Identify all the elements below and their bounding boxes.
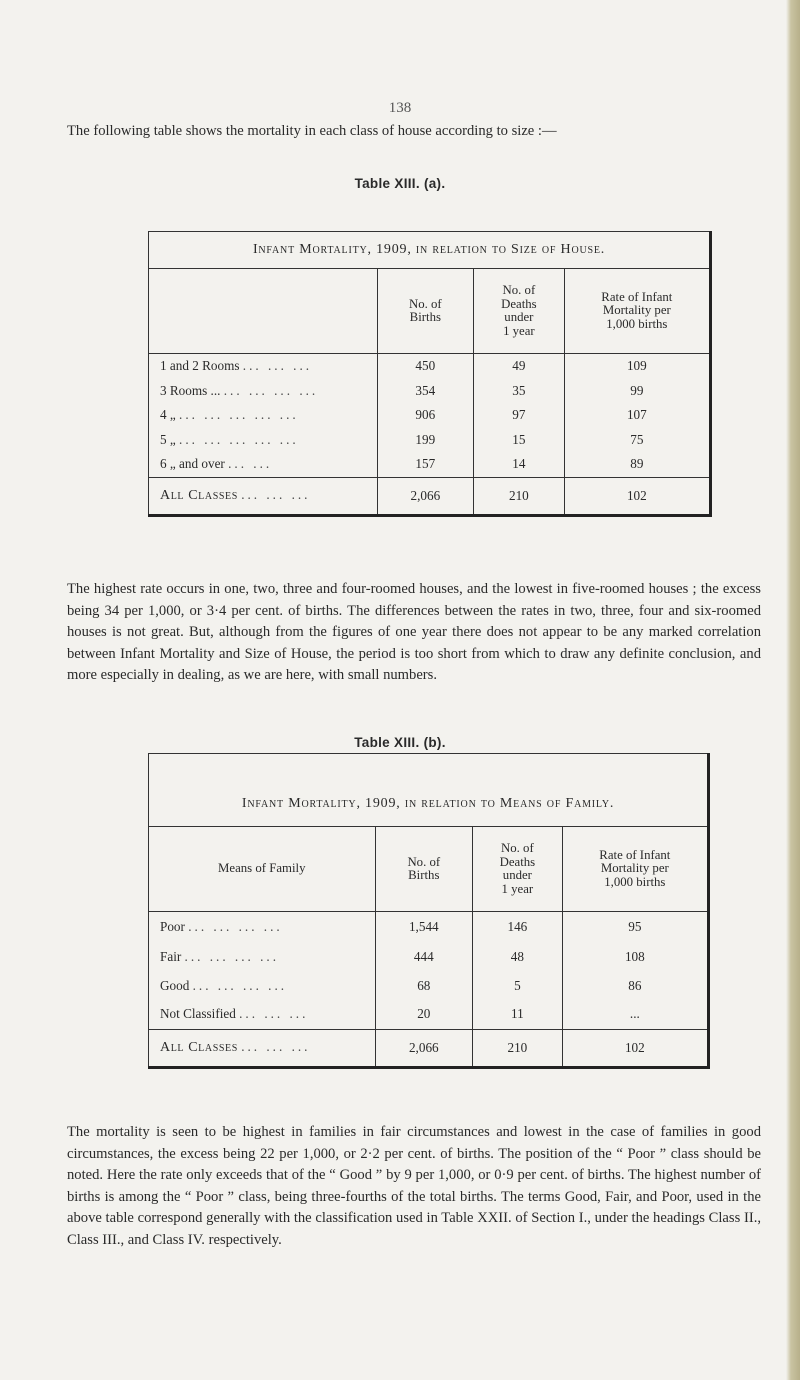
- paragraph-means-of-family: The mortality is seen to be highest in families in fair circumstances and lowest in the case of families in good circumstances, the excess being 22 per 1,000, or 2·2 per cent. of births. The position of the “ Poor ” class should be noted. Here the rate only exceeds that of the “ Good ” by 9 per 1,000, or 0·9 per cent. of births. The highest number of births is among the “ Poor ” class, being three-fourths of the total births. The terms Good, Fair, and Poor, used in the above table correspond generally with the classification used in Table XXII. of Section I., under the headings Class II., Class III., and Class IV. respectively.: [67, 1124, 761, 1248]
- rate-cell: ...: [562, 1000, 708, 1029]
- table-a-header-rate: Rate of Infant Mortality per 1,000 births: [564, 269, 710, 354]
- table-a-header-births: No. of Births: [377, 269, 474, 354]
- total-rate: 102: [564, 477, 710, 515]
- table-b-header-deaths: No. of Deaths under 1 year: [473, 827, 563, 912]
- page-number: 138: [388, 100, 412, 116]
- births-cell: 20: [375, 1000, 473, 1029]
- total-label: All Classes: [160, 488, 238, 503]
- births-cell: 444: [375, 942, 473, 971]
- births-cell: 906: [377, 403, 474, 428]
- table-row: 5 „ ... ... ... ... ... 199 15 75: [149, 428, 711, 453]
- deaths-cell: 15: [474, 428, 565, 453]
- table-row: Fair ... ... ... ... 444 48 108: [149, 942, 709, 971]
- rate-cell: 95: [562, 912, 708, 943]
- rate-cell: 107: [564, 403, 710, 428]
- row-label: 4 „: [160, 407, 176, 423]
- table-row: Good ... ... ... ... 68 5 86: [149, 971, 709, 1000]
- births-cell: 354: [377, 379, 474, 404]
- table-a-caption: Infant Mortality, 1909, in relation to Size of House.: [149, 232, 711, 269]
- deaths-cell: 5: [473, 971, 563, 1000]
- table-a-header-deaths: No. of Deaths under 1 year: [474, 269, 565, 354]
- total-row: All Classes ... ... ... 2,066 210 102: [149, 477, 711, 515]
- paragraph-size-of-house: The highest rate occurs in one, two, three and four-roomed houses, and the lowest in five-roomed houses ; the excess being 34 per 1,000, or 3·4 per cent. of births. The differences between the rates in two, three, four and six-roomed houses is not great. But, although from the figures of one year there does not appear to be any marked correlation between Infant Mortality and Size of House, the period is too short from which to draw any definite conclusion, and more especially in dealing, as we are here, with small numbers.: [67, 581, 761, 683]
- births-cell: 157: [377, 452, 474, 477]
- table-b-header-births: No. of Births: [375, 827, 473, 912]
- row-label: Good: [160, 977, 190, 993]
- table-b: [148, 753, 710, 1069]
- deaths-cell: 14: [474, 452, 565, 477]
- table-row: 1 and 2 Rooms ... ... ... 450 49 109: [149, 354, 711, 379]
- rate-cell: 89: [564, 452, 710, 477]
- total-label: All Classes: [160, 1040, 238, 1055]
- total-deaths: 210: [473, 1029, 563, 1067]
- total-births: 2,066: [377, 477, 474, 515]
- table-row: Not Classified ... ... ... 20 11 ...: [149, 1000, 709, 1029]
- row-label: Poor: [160, 919, 185, 934]
- table-row: Poor ... ... ... ... 1,544 146 95: [149, 912, 709, 943]
- intro-text: The following table shows the mortality in each class of house according to size :—: [67, 123, 557, 139]
- row-label: Not Classified: [160, 1006, 236, 1022]
- births-cell: 199: [377, 428, 474, 453]
- rate-cell: 108: [562, 942, 708, 971]
- total-births: 2,066: [375, 1029, 473, 1067]
- deaths-cell: 49: [474, 354, 565, 379]
- row-label: 3 Rooms ...: [160, 382, 221, 398]
- row-label: Fair: [160, 948, 182, 964]
- row-label: 5 „: [160, 431, 176, 447]
- table-a: [148, 231, 712, 517]
- page-edge-shadow: [786, 0, 800, 1380]
- deaths-cell: 48: [473, 942, 563, 971]
- deaths-cell: 146: [473, 912, 563, 943]
- table-a-header-blank: [149, 269, 378, 354]
- total-rate: 102: [562, 1029, 708, 1067]
- rate-cell: 99: [564, 379, 710, 404]
- deaths-cell: 97: [474, 403, 565, 428]
- table-b-title: Table XIII. (b).: [354, 735, 446, 750]
- table-row: 4 „ ... ... ... ... ... 906 97 107: [149, 403, 711, 428]
- rate-cell: 75: [564, 428, 710, 453]
- table-row: 3 Rooms ... ... ... ... ... 354 35 99: [149, 379, 711, 404]
- deaths-cell: 35: [474, 379, 565, 404]
- table-row: 6 „ and over ... ... 157 14 89: [149, 452, 711, 477]
- table-a-title: Table XIII. (a).: [354, 176, 446, 191]
- table-b-header-means: Means of Family: [149, 827, 376, 912]
- births-cell: 68: [375, 971, 473, 1000]
- deaths-cell: 11: [473, 1000, 563, 1029]
- total-row: All Classes ... ... ... 2,066 210 102: [149, 1029, 709, 1067]
- table-b-header-rate: Rate of Infant Mortality per 1,000 births: [562, 827, 708, 912]
- total-deaths: 210: [474, 477, 565, 515]
- births-cell: 1,544: [375, 912, 473, 943]
- table-b-caption: Infant Mortality, 1909, in relation to Means of Family.: [149, 754, 709, 827]
- row-label: 6 „ and over: [160, 456, 225, 472]
- rate-cell: 86: [562, 971, 708, 1000]
- births-cell: 450: [377, 354, 474, 379]
- rate-cell: 109: [564, 354, 710, 379]
- row-label: 1 and 2 Rooms: [160, 358, 240, 374]
